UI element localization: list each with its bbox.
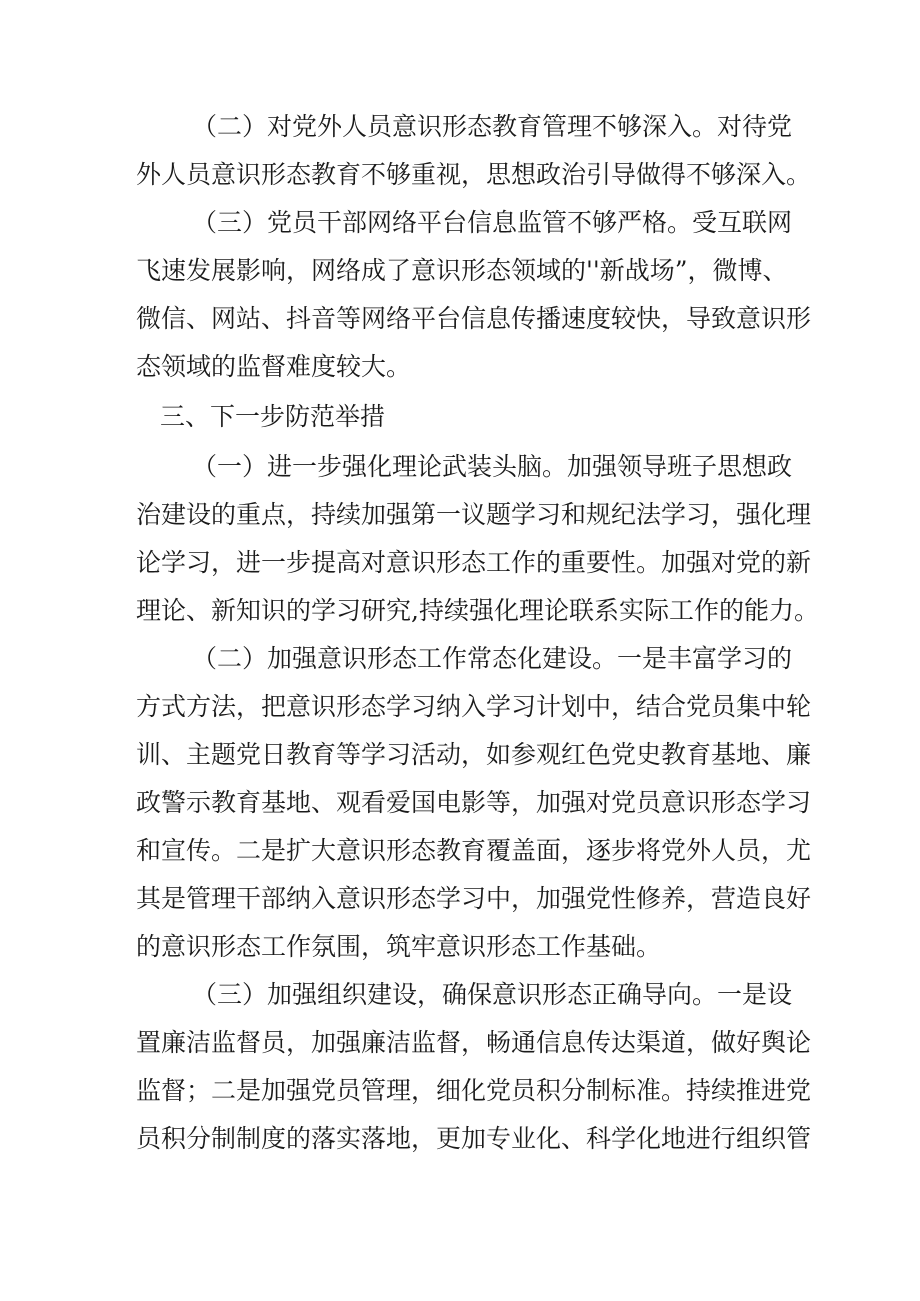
text-line: 飞速发展影响，网络成了意识形态领域的''新战场”，微博、 (136, 256, 788, 285)
text-line: 理论、新知识的学习研究,持续强化理论联系实际工作的能力。 (136, 596, 819, 625)
text-line: （一）进一步强化理论武装头脑。加强领导班子思想政 (192, 452, 793, 481)
text-line: 外人员意识形态教育不够重视，思想政治引导做得不够深入。 (136, 160, 812, 189)
text-line: 的意识形态工作氛围，筑牢意识形态工作基础。 (136, 932, 662, 961)
text-line: 员积分制制度的落实落地，更加专业化、科学化地进行组织管 (136, 1124, 812, 1153)
text-line: 政警示教育基地、观看爱国电影等，加强对党员意识形态学习 (136, 788, 812, 817)
text-line: 监督；二是加强党员管理，细化党员积分制标准。持续推进党 (136, 1076, 812, 1105)
text-line: 方式方法，把意识形态学习纳入学习计划中，结合党员集中轮 (136, 692, 812, 721)
text-line: （三）加强组织建设，确保意识形态正确导向。一是设 (192, 980, 793, 1009)
text-line: （二）对党外人员意识形态教育管理不够深入。对待党 (192, 112, 793, 141)
text-line: 治建设的重点，持续加强第一议题学习和规纪法学习，强化理 (136, 500, 812, 529)
text-line: 和宣传。二是扩大意识形态教育覆盖面，逐步将党外人员，尤 (136, 836, 812, 865)
text-line: 论学习，进一步提高对意识形态工作的重要性。加强对党的新 (136, 548, 812, 577)
text-line: 微信、网站、抖音等网络平台信息传播速度较快，导致意识形 (136, 304, 812, 333)
text-line: （二）加强意识形态工作常态化建设。一是丰富学习的 (192, 644, 793, 673)
text-line: 训、主题党日教育等学习活动，如参观红色党史教育基地、廉 (136, 740, 812, 769)
text-line: 置廉洁监督员，加强廉洁监督，畅通信息传达渠道，做好舆论 (136, 1028, 812, 1057)
section-heading: 三、下一步防范举措 (160, 402, 386, 431)
text-line: （三）党员干部网络平台信息监管不够严格。受互联网 (192, 208, 793, 237)
text-line: 态领域的监督难度较大。 (136, 352, 412, 381)
text-line: 其是管理干部纳入意识形态学习中，加强党性修养，营造良好 (136, 884, 812, 913)
